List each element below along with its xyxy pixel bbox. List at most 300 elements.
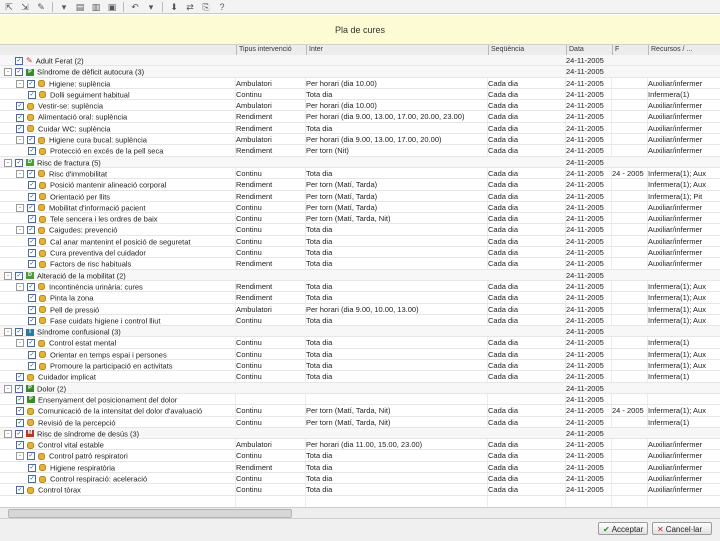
cell-freq: Tota dia — [306, 473, 333, 483]
cell-seq — [488, 394, 564, 405]
group-row[interactable] — [0, 157, 720, 168]
cell-data: 24-11-2005 — [566, 146, 604, 156]
row-checkbox[interactable]: ✓ — [17, 374, 23, 381]
cell-seq: Cada dia — [488, 191, 519, 201]
cell-tipus: Ambulatori — [236, 101, 272, 111]
cell-tipus: Rendiment — [236, 259, 273, 269]
group-row[interactable] — [0, 326, 720, 337]
cell-freq: Per torn (Matí, Tarda) — [306, 180, 378, 190]
cell-extra: 24 - 2005 — [612, 406, 644, 416]
row-checkbox[interactable]: ✓ — [29, 182, 35, 189]
column-header-tipus[interactable]: Tipus intervenció — [236, 45, 306, 55]
cell-data: 24-11-2005 — [566, 338, 604, 348]
cell-rec: Infermera(1); Aux — [648, 349, 706, 359]
category-badge-icon: D — [26, 159, 34, 166]
expand-toggle-icon[interactable]: - — [16, 452, 24, 460]
expand-toggle-icon[interactable]: - — [16, 226, 24, 234]
row-checkbox[interactable]: ✓ — [16, 272, 22, 279]
row-checkbox[interactable]: ✓ — [17, 396, 23, 403]
cell-tipus — [236, 383, 302, 394]
toolbar-separator — [52, 2, 53, 12]
row-checkbox[interactable]: ✓ — [28, 204, 34, 211]
row-checkbox[interactable]: ✓ — [16, 329, 22, 336]
cell-extra — [612, 123, 648, 134]
cell-freq: Tota dia — [306, 281, 333, 291]
toolbar-button-6[interactable]: ▣ — [107, 1, 117, 12]
row-name-cell — [0, 304, 262, 315]
cell-extra — [612, 89, 648, 100]
table-row[interactable] — [0, 417, 720, 428]
table-row[interactable] — [0, 484, 720, 495]
expand-toggle-icon[interactable]: - — [16, 136, 24, 144]
expand-toggle-icon[interactable]: - — [16, 170, 24, 178]
intervention-dot-icon — [39, 464, 46, 471]
expand-toggle-icon[interactable]: - — [4, 328, 12, 336]
table-row[interactable] — [0, 78, 720, 89]
row-checkbox[interactable]: ✓ — [17, 442, 23, 449]
table-row[interactable] — [0, 224, 720, 235]
table-row[interactable] — [0, 292, 720, 303]
cell-tipus: Ambulatori — [236, 304, 272, 314]
intervention-dot-icon — [38, 80, 45, 87]
row-name-cell — [0, 371, 250, 382]
row-checkbox[interactable]: ✓ — [17, 103, 23, 110]
table-row[interactable] — [0, 360, 720, 371]
row-checkbox[interactable]: ✓ — [17, 114, 23, 121]
column-header-data[interactable]: Data — [566, 45, 612, 55]
cell-tipus: Rendiment — [236, 180, 273, 190]
group-row[interactable] — [0, 270, 720, 281]
cell-freq: Tota dia — [306, 372, 333, 382]
cell-data: 24-11-2005 — [566, 259, 604, 269]
cell-extra — [612, 111, 648, 122]
row-name-cell — [0, 224, 250, 235]
cell-seq: Cada dia — [488, 259, 519, 269]
row-name-cell — [0, 394, 250, 405]
row-checkbox[interactable]: ✓ — [29, 464, 35, 471]
table-row[interactable] — [0, 394, 720, 405]
row-name-cell — [0, 292, 262, 303]
row-label: Higiene cura bucal: suplència — [49, 135, 147, 145]
row-checkbox[interactable]: ✓ — [28, 137, 34, 144]
cell-data: 24-11-2005 — [566, 135, 604, 145]
row-checkbox[interactable]: ✓ — [29, 476, 35, 482]
cell-data: 24-11-2005 — [566, 78, 604, 88]
table-row[interactable] — [0, 236, 720, 247]
toolbar-button-7[interactable]: ↶ — [131, 1, 139, 12]
cell-seq: Cada dia — [488, 361, 519, 371]
row-label: Ensenyament del posicionament del dolor — [38, 395, 178, 405]
expand-toggle-icon[interactable]: - — [4, 159, 12, 167]
table-row[interactable] — [0, 450, 720, 461]
cell-rec: Infermera(1); Aux — [648, 180, 706, 190]
row-checkbox[interactable]: ✓ — [29, 216, 35, 223]
cell-freq: Per torn (Nit) — [306, 146, 349, 156]
cell-freq: Per torn (Matí, Tarda) — [306, 191, 378, 201]
cell-freq — [306, 270, 484, 281]
row-label: Risc de síndrome de desús (3) — [37, 429, 140, 439]
cell-seq: Cada dia — [488, 214, 519, 224]
row-label: Síndrome confusional (3) — [37, 327, 121, 337]
intervention-dot-icon — [39, 91, 46, 98]
intervention-dot-icon — [38, 227, 45, 234]
row-checkbox[interactable]: ✓ — [29, 363, 35, 370]
row-name-cell — [0, 134, 250, 145]
toolbar-button-10[interactable]: ⇄ — [186, 1, 194, 12]
row-label: Factors de risc habituals — [50, 259, 132, 269]
cell-freq: Per horari (dia 10.00) — [306, 101, 377, 111]
cell-tipus: Continu — [236, 485, 262, 495]
cell-data: 24-11-2005 — [566, 67, 604, 77]
row-checkbox[interactable]: ✓ — [28, 170, 34, 177]
intervention-dot-icon — [27, 103, 34, 110]
pencil-icon: ✎ — [26, 56, 33, 66]
toolbar-button-2[interactable]: ✎ — [37, 1, 45, 12]
intervention-dot-icon — [38, 204, 45, 211]
row-checkbox[interactable]: ✓ — [29, 238, 35, 245]
row-checkbox[interactable]: ✓ — [29, 148, 35, 155]
cell-rec: Infermera(1); Aux — [648, 315, 706, 325]
toolbar-button-3[interactable]: ▾ — [61, 1, 67, 12]
cell-tipus: Rendiment — [236, 462, 273, 472]
row-checkbox[interactable]: ✓ — [29, 91, 35, 98]
cell-rec: Auxiliar/infermer — [648, 236, 703, 246]
cell-data: 24-11-2005 — [566, 157, 604, 167]
group-row[interactable] — [0, 383, 720, 394]
cell-extra — [612, 224, 648, 235]
intervention-dot-icon — [27, 487, 34, 494]
cell-seq: Cada dia — [488, 349, 519, 359]
row-checkbox[interactable]: ✓ — [17, 408, 23, 415]
cell-data: 24-11-2005 — [566, 349, 604, 359]
cell-tipus: Continu — [236, 406, 262, 416]
cell-rec: Auxiliar/infermer — [648, 202, 703, 212]
table-row[interactable] — [0, 111, 720, 122]
row-label: Control patró respiratori — [49, 451, 128, 461]
row-checkbox[interactable]: ✓ — [29, 250, 35, 257]
intervention-dot-icon — [39, 182, 46, 189]
cell-extra: 24 - 2005 — [612, 168, 644, 178]
cell-data: 24-11-2005 — [566, 473, 604, 483]
row-label: Dolor (2) — [37, 383, 67, 393]
table-row[interactable] — [0, 281, 720, 292]
cell-seq: Cada dia — [488, 135, 519, 145]
table-row[interactable] — [0, 258, 720, 269]
cell-tipus: Ambulatori — [236, 78, 272, 88]
row-checkbox[interactable]: ✓ — [28, 227, 34, 234]
row-name-cell — [0, 405, 250, 416]
cell-tipus: Continu — [236, 372, 262, 382]
row-name-cell — [0, 157, 238, 168]
cell-rec: Auxiliar/infermer — [648, 485, 703, 495]
cell-rec — [648, 66, 720, 77]
row-checkbox[interactable]: ✓ — [29, 261, 35, 268]
table-row[interactable] — [0, 304, 720, 315]
table-row[interactable] — [0, 100, 720, 111]
cell-freq: Tota dia — [306, 338, 333, 348]
intervention-dot-icon — [27, 419, 34, 426]
row-checkbox[interactable]: ✓ — [16, 159, 22, 166]
table-row[interactable] — [0, 439, 720, 450]
table-row[interactable] — [0, 462, 720, 473]
cell-rec: Auxiliar/infermer — [648, 462, 703, 472]
row-label: Orientació per llits — [50, 191, 111, 201]
row-name-cell — [0, 191, 262, 202]
expand-toggle-icon[interactable]: - — [4, 430, 12, 438]
row-label: Higiene: suplència — [49, 78, 111, 88]
row-label: Control respiració: aceleració — [50, 474, 148, 484]
close-icon: ✕ — [657, 525, 664, 534]
intervention-dot-icon — [39, 238, 46, 245]
cell-extra — [612, 428, 648, 439]
row-checkbox[interactable]: ✓ — [17, 487, 23, 494]
table-row[interactable] — [0, 168, 720, 179]
cell-extra — [612, 157, 648, 168]
expand-toggle-icon[interactable]: - — [4, 272, 12, 280]
cell-extra — [612, 100, 648, 111]
table-row[interactable] — [0, 315, 720, 326]
cell-data: 24-11-2005 — [566, 440, 604, 450]
cell-extra — [612, 258, 648, 269]
check-icon: ✔ — [603, 525, 610, 534]
toolbar-button-12[interactable]: ? — [219, 1, 225, 12]
row-checkbox[interactable]: ✓ — [17, 125, 23, 132]
row-name-cell — [0, 337, 250, 348]
cell-data: 24-11-2005 — [566, 361, 604, 371]
cell-seq — [488, 66, 564, 77]
row-checkbox[interactable]: ✓ — [28, 80, 34, 87]
row-label: Cuidar WC: suplència — [38, 124, 111, 134]
row-label: Cura preventiva del cuidador — [50, 248, 146, 258]
toolbar-button-8[interactable]: ▾ — [148, 1, 154, 12]
cell-freq: Tota dia — [306, 248, 333, 258]
cell-tipus: Continu — [236, 168, 262, 178]
row-checkbox[interactable]: ✓ — [16, 58, 22, 65]
table-row[interactable] — [0, 405, 720, 416]
cell-extra — [612, 247, 648, 258]
row-label: Protecció en excés de la pell seca — [50, 146, 164, 156]
cell-seq: Cada dia — [488, 225, 519, 235]
care-plan-banner — [0, 15, 720, 45]
cell-extra — [612, 78, 648, 89]
category-badge-icon: P — [27, 396, 35, 403]
row-label: Higiene respiratòria — [50, 463, 116, 473]
cell-tipus: Continu — [236, 473, 262, 483]
category-badge-icon: P — [26, 69, 34, 76]
cell-seq: Cada dia — [488, 338, 519, 348]
cell-rec — [648, 270, 720, 281]
table-row[interactable] — [0, 191, 720, 202]
row-label: Fase cuidats higiene i control lliut — [50, 316, 161, 326]
cell-data: 24-11-2005 — [566, 428, 604, 438]
cell-seq: Cada dia — [488, 451, 519, 461]
cell-seq — [488, 55, 564, 66]
cell-data: 24-11-2005 — [566, 315, 604, 325]
toolbar-button-5[interactable]: ▥ — [91, 1, 101, 12]
row-checkbox[interactable]: ✓ — [17, 419, 23, 426]
intervention-dot-icon — [38, 170, 45, 177]
toolbar-button-1[interactable]: ⇲ — [21, 1, 29, 12]
row-name-cell — [0, 258, 262, 269]
row-checkbox[interactable]: ✓ — [16, 69, 22, 76]
cell-rec — [648, 157, 720, 168]
cell-freq: Per horari (dia 9.00, 10.00, 13.00) — [306, 304, 419, 314]
row-checkbox[interactable]: ✓ — [29, 295, 35, 302]
toolbar-button-11[interactable]: ⎘ — [202, 1, 210, 12]
accept-button[interactable]: ✔ Acceptar — [598, 522, 648, 535]
table-row[interactable] — [0, 202, 720, 213]
cell-extra — [612, 394, 648, 405]
cell-seq: Cada dia — [488, 304, 519, 314]
cell-seq: Cada dia — [488, 473, 519, 483]
cell-seq: Cada dia — [488, 485, 519, 495]
cell-extra — [612, 439, 648, 450]
table-row[interactable] — [0, 179, 720, 190]
cell-rec: Infermera(1); Pit — [648, 191, 703, 201]
intervention-dot-icon — [39, 476, 46, 483]
table-row[interactable] — [0, 349, 720, 360]
cell-tipus: Continu — [236, 349, 262, 359]
table-row[interactable] — [0, 123, 720, 134]
cell-data: 24-11-2005 — [566, 56, 604, 65]
cell-data: 24-11-2005 — [566, 406, 604, 416]
expand-toggle-icon[interactable]: - — [16, 339, 24, 347]
cell-tipus: Rendiment — [236, 123, 273, 133]
cell-seq: Cada dia — [488, 202, 519, 212]
table-row[interactable] — [0, 89, 720, 100]
column-header-rec[interactable]: Recursos / ... — [648, 45, 720, 55]
cell-freq: Per horari (dia 11.00, 15.00, 23.00) — [306, 440, 423, 450]
cell-seq: Cada dia — [488, 112, 519, 122]
row-checkbox[interactable]: ✓ — [29, 193, 35, 200]
column-header-extra[interactable]: F — [612, 45, 648, 55]
cell-rec: Infermera(1); Aux — [648, 293, 706, 303]
cell-extra — [612, 315, 648, 326]
cell-extra — [612, 213, 648, 224]
row-checkbox[interactable]: ✓ — [28, 283, 34, 290]
row-checkbox[interactable]: ✓ — [29, 351, 35, 358]
intervention-dot-icon — [27, 374, 34, 381]
expand-toggle-icon[interactable]: - — [4, 385, 12, 393]
row-name-cell — [0, 349, 262, 360]
row-label: Mobilitat d'informació pacient — [49, 203, 146, 213]
cell-rec: Auxiliar/infermer — [648, 440, 703, 450]
cell-tipus: Continu — [236, 361, 262, 371]
cell-data: 24-11-2005 — [566, 168, 604, 178]
group-row[interactable] — [0, 428, 720, 439]
row-checkbox[interactable]: ✓ — [16, 430, 22, 437]
cell-seq: Cada dia — [488, 168, 519, 178]
cancel-button[interactable]: ✕ Cancel·lar — [652, 522, 712, 535]
group-row[interactable] — [0, 55, 720, 66]
row-label: Adult Ferat (2) — [35, 56, 84, 66]
cell-seq: Cada dia — [488, 417, 519, 427]
toolbar-separator — [123, 2, 124, 12]
intervention-dot-icon — [39, 295, 46, 302]
table-row[interactable] — [0, 371, 720, 382]
cell-tipus: Continu — [236, 315, 262, 325]
row-checkbox[interactable]: ✓ — [29, 306, 35, 313]
cell-seq: Cada dia — [488, 123, 519, 133]
row-checkbox[interactable]: ✓ — [28, 340, 34, 347]
column-header-seq[interactable]: Seqüència — [488, 45, 566, 55]
row-checkbox[interactable]: ✓ — [29, 317, 35, 324]
cell-freq: Tota dia — [306, 451, 333, 461]
cell-tipus: Rendiment — [236, 293, 273, 303]
cell-freq: Tota dia — [306, 123, 333, 133]
group-row[interactable] — [0, 66, 720, 77]
horizontal-scrollbar[interactable] — [0, 507, 720, 518]
cell-tipus: Rendiment — [236, 281, 273, 291]
cell-extra — [612, 360, 648, 371]
cell-tipus: Continu — [236, 89, 262, 99]
column-header-freq[interactable]: Inter — [306, 45, 488, 55]
intervention-dot-icon — [38, 283, 45, 290]
expand-toggle-icon[interactable]: - — [4, 68, 12, 76]
cell-seq: Cada dia — [488, 146, 519, 156]
expand-toggle-icon[interactable]: - — [16, 204, 24, 212]
row-name-cell — [0, 100, 250, 111]
expand-toggle-icon[interactable]: - — [16, 283, 24, 291]
cell-tipus: Continu — [236, 214, 262, 224]
table-row[interactable] — [0, 473, 720, 484]
cell-data: 24-11-2005 — [566, 214, 604, 224]
cell-rec — [648, 428, 720, 439]
table-row[interactable] — [0, 337, 720, 348]
cell-extra — [612, 383, 648, 394]
cell-extra — [612, 236, 648, 247]
cell-rec: Auxiliar/infermer — [648, 135, 703, 145]
cell-seq: Cada dia — [488, 101, 519, 111]
cell-freq — [306, 326, 484, 337]
cell-tipus: Continu — [236, 202, 262, 212]
row-name-cell — [0, 428, 238, 439]
row-name-cell — [0, 247, 262, 258]
row-label: Caigudes: prevenció — [49, 225, 118, 235]
scrollbar-thumb[interactable] — [8, 509, 292, 518]
row-checkbox[interactable]: ✓ — [16, 385, 22, 392]
row-label: Incontinència urinària: cures — [49, 282, 143, 292]
row-name-cell — [0, 439, 250, 450]
table-row[interactable] — [0, 247, 720, 258]
column-header-name[interactable] — [0, 45, 236, 55]
cell-freq: Tota dia — [306, 361, 333, 371]
cell-extra — [612, 270, 648, 281]
cell-tipus — [236, 326, 302, 337]
intervention-dot-icon — [38, 137, 45, 144]
row-name-cell — [0, 270, 238, 281]
row-name-cell — [0, 78, 250, 89]
row-name-cell — [0, 236, 262, 247]
cell-data: 24-11-2005 — [566, 191, 604, 201]
cell-extra — [612, 304, 648, 315]
cell-data: 24-11-2005 — [566, 485, 604, 495]
cell-seq: Cada dia — [488, 462, 519, 472]
cell-extra — [612, 281, 648, 292]
row-checkbox[interactable]: ✓ — [28, 453, 34, 460]
row-name-cell — [0, 473, 262, 484]
toolbar-button-4[interactable]: ▤ — [75, 1, 85, 12]
table-row[interactable] — [0, 134, 720, 145]
expand-toggle-icon[interactable]: - — [16, 80, 24, 88]
toolbar-button-0[interactable]: ⇱ — [5, 1, 13, 12]
care-plan-grid — [0, 55, 720, 507]
row-label: Revisió de la percepció — [38, 417, 116, 427]
row-name-cell — [0, 145, 262, 156]
table-row[interactable] — [0, 145, 720, 156]
toolbar-button-9[interactable]: ⬇ — [170, 1, 178, 12]
table-row[interactable] — [0, 213, 720, 224]
